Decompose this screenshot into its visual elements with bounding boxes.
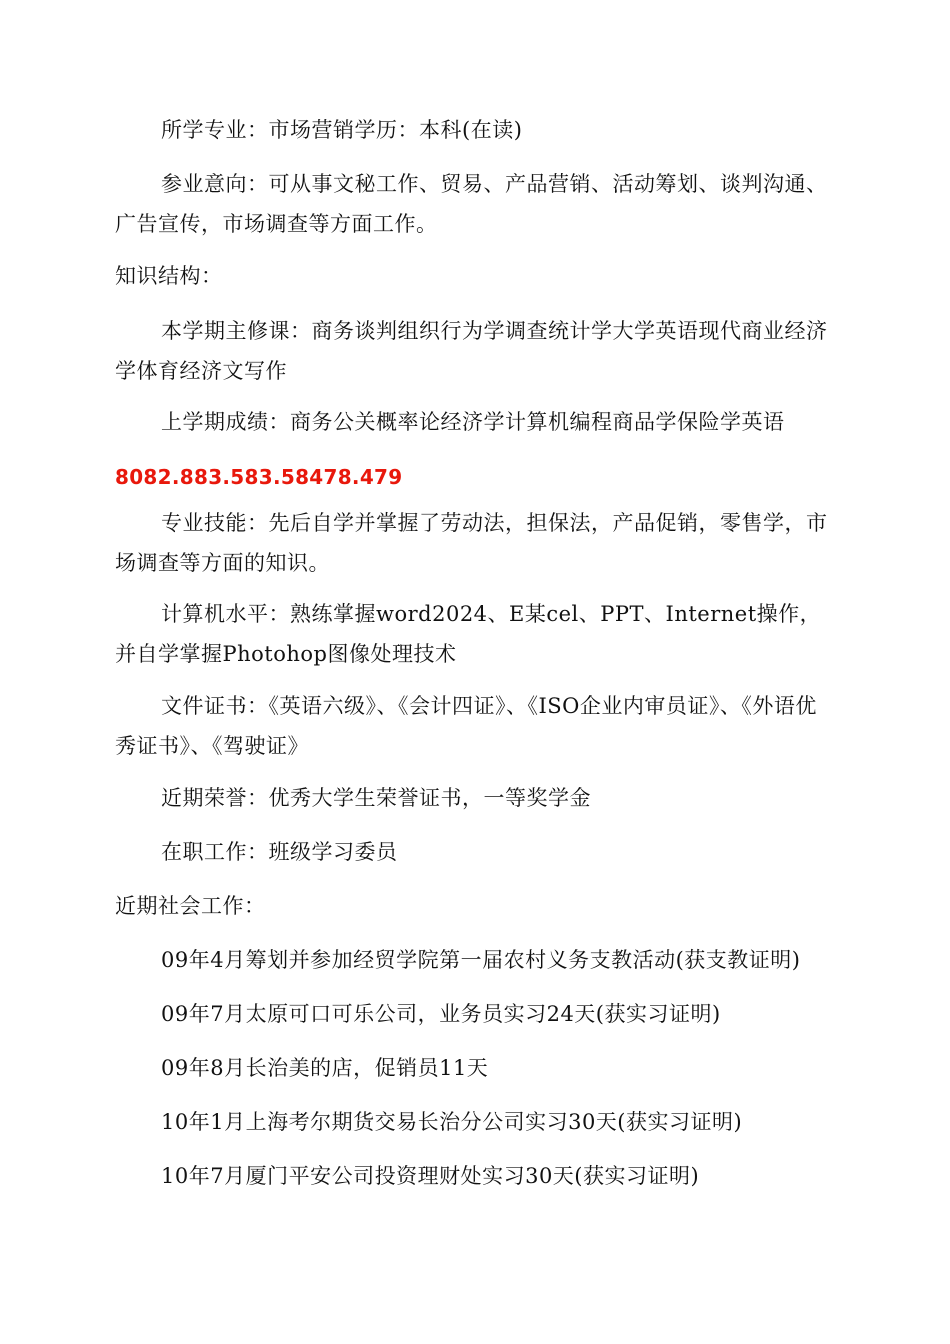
social-work-item: 09年7月太原可口可乐公司，业务员实习24天(获实习证明)	[161, 1002, 721, 1026]
position-line: 在职工作：班级学习委员	[161, 840, 398, 864]
social-work-item: 09年8月长治美的店，促销员11天	[161, 1056, 489, 1080]
social-work-item: 10年1月上海考尔期货交易长治分公司实习30天(获实习证明)	[161, 1110, 743, 1134]
computer-level-paragraph: 计算机水平：熟练掌握word2024、E某cel、PPT、Internet操作，并自学掌握Photohop图像处理技术	[115, 602, 822, 666]
social-work-heading: 近期社会工作：	[115, 894, 266, 918]
major-line: 所学专业：市场营销学历：本科(在读)	[161, 118, 523, 142]
honors-line: 近期荣誉：优秀大学生荣誉证书，一等奖学金	[161, 786, 591, 810]
grade-scores: 8082.883.583.58478.479	[115, 465, 403, 489]
social-work-item: 09年4月筹划并参加经贸学院第一届农村义务支教活动(获支教证明)	[161, 948, 801, 972]
career-intent-paragraph: 参业意向：可从事文秘工作、贸易、产品营销、活动筹划、谈判沟通、广告宣传，市场调查等方面工作。	[115, 172, 828, 236]
current-courses-paragraph: 本学期主修课：商务谈判组织行为学调查统计学大学英语现代商业经济学体育经济文写作	[115, 319, 828, 383]
social-work-item: 10年7月厦门平安公司投资理财处实习30天(获实习证明)	[161, 1164, 700, 1188]
certificates-paragraph: 文件证书：《英语六级》、《会计四证》、《ISO企业内审员证》、《外语优秀证书》、《驾驶证》	[115, 694, 817, 758]
knowledge-structure-heading: 知识结构：	[115, 264, 223, 288]
skills-paragraph: 专业技能：先后自学并掌握了劳动法，担保法，产品促销，零售学，市场调查等方面的知识。	[115, 511, 828, 575]
last-term-grades-line: 上学期成绩：商务公关概率论经济学计算机编程商品学保险学英语	[161, 410, 785, 434]
